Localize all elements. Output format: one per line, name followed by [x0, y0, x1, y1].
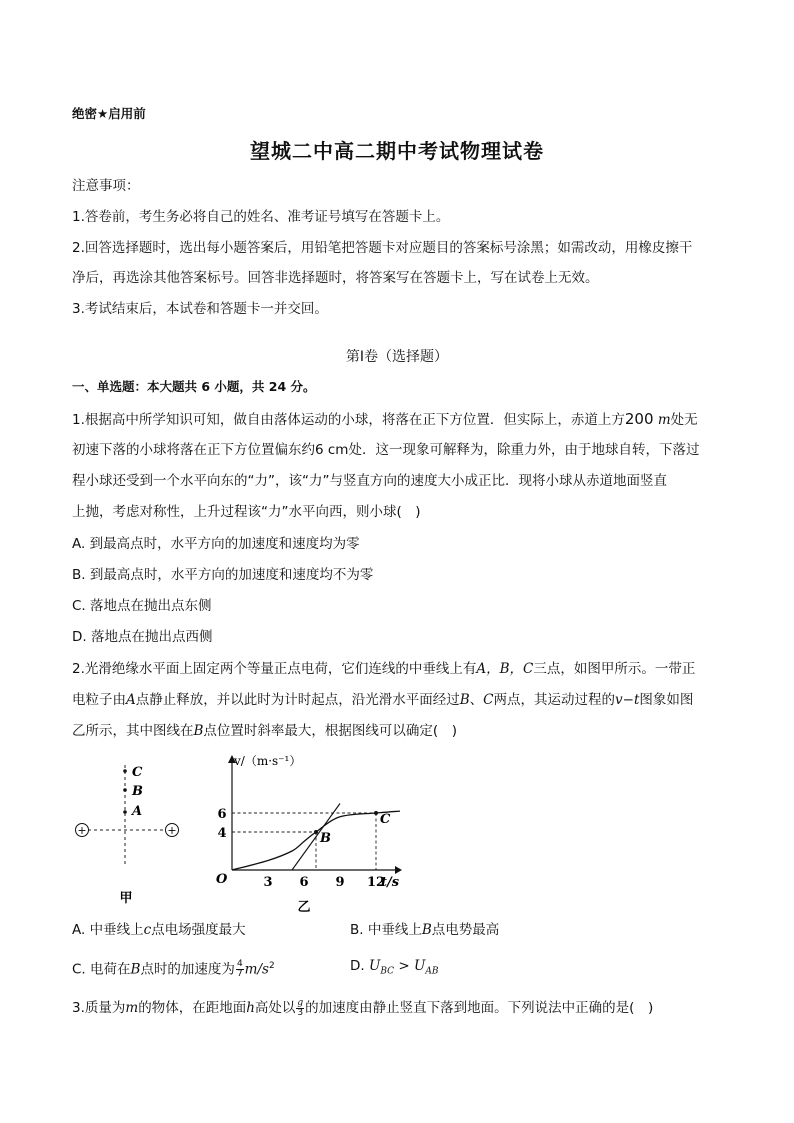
x-tick-label: 3 — [263, 875, 273, 890]
charge-right-sign: + — [167, 824, 177, 837]
figure-jia-label: 甲 — [119, 891, 133, 905]
q2-line: 乙所示，其中图线在B点位置时斜率最大，根据图线可以确定( ) — [72, 723, 457, 739]
q1-option-c: C. 落地点在抛出点东侧 — [72, 598, 212, 614]
origin-label: O — [216, 872, 228, 887]
x-tick-label: 12 — [366, 875, 386, 890]
y-tick-label: 4 — [217, 826, 227, 841]
label-b: B — [132, 784, 143, 799]
figure-yi-label: 乙 — [297, 900, 311, 912]
q1-option-d: D. 落地点在抛出点西侧 — [72, 629, 213, 645]
y-axis-label: v/（m·s⁻¹） — [234, 754, 302, 768]
q2-option-b: B. 中垂线上B点电势最高 — [350, 922, 500, 938]
point-label-b: B — [320, 831, 331, 846]
part-title: 一、单选题：本大题共 6 小题，共 24 分。 — [72, 379, 316, 394]
point-b — [123, 788, 127, 792]
point-c — [123, 769, 127, 773]
exam-title: 望城二中高二期中考试物理试卷 — [250, 139, 544, 163]
section-title: 第Ⅰ卷（选择题） — [345, 349, 449, 365]
x-axis-label: t/s — [381, 875, 400, 890]
q2-line: 2.光滑绝缘水平面上固定两个等量正点电荷，它们连线的中垂线上有A，B，C三点，如图甲所示。一带正 — [72, 661, 696, 677]
q2-line: 电粒子由A点静止释放，并以此时为计时起点，沿光滑水平面经过B、C两点，其运动过程的v−t图象如图 — [72, 692, 694, 708]
q2-option-c: C. 电荷在B点时的加速度为 $\frac{4}{7}$ $m/s^2$ — [72, 959, 275, 979]
point-a — [123, 810, 127, 814]
notes-heading: 注意事项： — [72, 178, 140, 194]
q1-line: 初速下落的小球将落在正下方位置偏东约6 cm处．这一现象可解释为，除重力外，由于地球自转，下落过 — [72, 442, 700, 458]
figure-jia — [70, 755, 190, 905]
q1-line: 程小球还受到一个水平向东的“力”，该“力”与竖直方向的速度大小成正比．现将小球从赤道地面竖直 — [72, 473, 667, 489]
note-item: 1.答卷前，考生务必将自己的姓名、准考证号填写在答题卡上。 — [72, 209, 450, 225]
charge-left-sign: + — [77, 824, 87, 837]
note-item: 3.考试结束后，本试卷和答题卡一并交回。 — [72, 301, 328, 317]
point-b — [314, 830, 318, 834]
figure-yi-chart — [210, 752, 410, 912]
point-c — [374, 811, 378, 815]
q1-option-a: A. 到最高点时，水平方向的加速度和速度均为零 — [72, 536, 360, 552]
note-item: 2.回答选择题时，选出每小题答案后，用铅笔把答题卡对应题目的答案标号涂黑；如需改动，用橡皮擦干 — [72, 240, 693, 256]
q1-option-b: B. 到最高点时，水平方向的加速度和速度均不为零 — [72, 567, 374, 583]
y-tick-label: 6 — [217, 807, 227, 822]
x-axis-arrow — [395, 866, 402, 874]
label-a: A — [132, 804, 143, 819]
q3-line: 3.质量为m的物体，在距地面h高处以 $\frac{g}{3}$ 的加速度由静止竖直下落到地面。下列说法中正确的是( ) — [72, 997, 654, 1018]
note-item: 净后，再选涂其他答案标号。回答非选择题时，将答案写在答题卡上，写在试卷上无效。 — [72, 270, 599, 286]
x-tick-label: 6 — [299, 875, 309, 890]
q2-option-d: D. $U_{BC} > U_{AB}$ — [350, 958, 439, 977]
q1-line: 1.根据高中所学知识可知，做自由落体运动的小球，将落在正下方位置．但实际上，赤道上方200 m处无 — [72, 410, 698, 428]
x-tick-label: 9 — [335, 875, 345, 890]
label-c: C — [132, 765, 143, 780]
q1-line: 上抛，考虑对称性，上升过程该“力”水平向西，则小球( ) — [72, 504, 421, 520]
q2-option-a: A. 中垂线上c点电场强度最大 — [72, 922, 246, 938]
point-label-c: C — [380, 812, 391, 827]
confidential-mark: 绝密★启用前 — [72, 106, 146, 121]
